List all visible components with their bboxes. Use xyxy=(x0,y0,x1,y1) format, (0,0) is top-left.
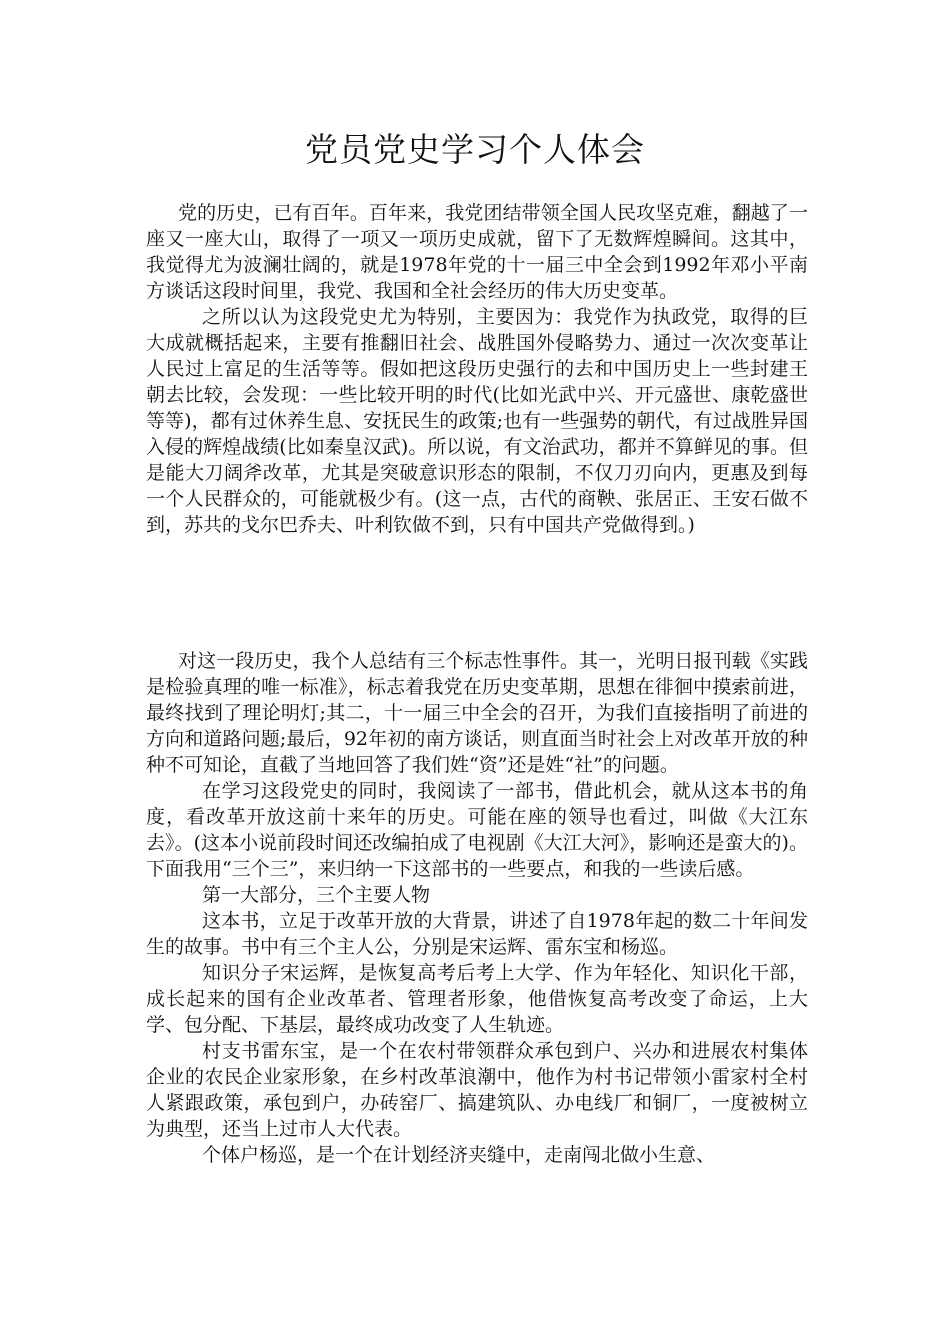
section-heading-part-one: 第一大部分，三个主要人物 xyxy=(202,884,431,906)
paragraph-book-intro: 在学习这段党史的同时，我阅读了一部书，借此机会，就从这本书的角度，看改革开放这前十来年的历史。可能在座的领导也看过，叫做《大江东去》。(这本小说前段时间还改编拍成了电视剧《大江大河》，影响还是蛮大的)。下面我用“三个三”，来归纳一下这部书的一些要点，和我的一些读后感。 xyxy=(146,780,808,880)
body-block-1 xyxy=(146,200,808,538)
paragraph-book-background: 这本书，立足于改革开放的大背景，讲述了自1978年起的数二十年间发生的故事。书中有三个主人公，分别是宋运辉、雷东宝和杨巡。 xyxy=(146,910,808,958)
paragraph-song-yunhui: 知识分子宋运辉，是恢复高考后考上大学、作为年轻化、知识化干部，成长起来的国有企业改革者、管理者形象，他借恢复高考改变了命运，上大学、包分配、下基层，最终成功改变了人生轨迹。 xyxy=(146,962,808,1036)
paragraph-three-events: 对这一段历史，我个人总结有三个标志性事件。其一，光明日报刊载《实践是检验真理的唯一标准》，标志着我党在历史变革期，思想在徘徊中摸索前进，最终找到了理论明灯;其二，十一届三中全会的召开，为我们直接指明了前进的方向和道路问题;最后，92年初的南方谈话，则直面当时社会上对改革开放的种种不可知论，直截了当地回答了我们姓“资”还是姓“社”的问题。 xyxy=(146,650,808,776)
paragraph-reason: 之所以认为这段党史尤为特别，主要因为：我党作为执政党，取得的巨大成就概括起来，主要有推翻旧社会、战胜国外侵略势力、通过一次次变革让人民过上富足的生活等等。假如把这段历史强行的去和中国历史上一些封建王朝去比较，会发现：一些比较开明的时代(比如光武中兴、开元盛世、康乾盛世等等)，都有过休养生息、安抚民生的政策;也有一些强势的朝代，有过战胜异国入侵的辉煌战绩(比如秦皇汉武)。所以说，有文治武功，都并不算鲜见的事。但是能大刀阔斧改革，尤其是突破意识形态的限制，不仅刀刃向内，更惠及到每一个人民群众的，可能就极少有。(这一点，古代的商鞅、张居正、王安石做不到，苏共的戈尔巴乔夫、叶利钦做不到，只有中国共产党做得到。) xyxy=(146,306,808,536)
page-title: 党员党史学习个人体会 xyxy=(305,130,645,169)
paragraph-history-intro: 党的历史，已有百年。百年来，我党团结带领全国人民攻坚克难，翻越了一座又一座大山，取得了一项又一项历史成就，留下了无数辉煌瞬间。这其中，我觉得尤为波澜壮阔的，就是1978年党的十一届三中全会到1992年邓小平南方谈话这段时间里，我党、我国和全社会经历的伟大历史变革。 xyxy=(146,202,808,302)
paragraph-yang-xun: 个体户杨巡，是一个在计划经济夹缝中，走南闯北做小生意、 xyxy=(202,1144,716,1166)
body-block-2 xyxy=(146,648,808,1168)
paragraph-lei-dongbao: 村支书雷东宝，是一个在农村带领群众承包到户、兴办和进展农村集体企业的农民企业家形象，在乡村改革浪潮中，他作为村书记带领小雷家村全村人紧跟政策，承包到户，办砖窑厂、搞建筑队、办电线厂和铜厂，一度被树立为典型，还当上过市人大代表。 xyxy=(146,1040,808,1140)
